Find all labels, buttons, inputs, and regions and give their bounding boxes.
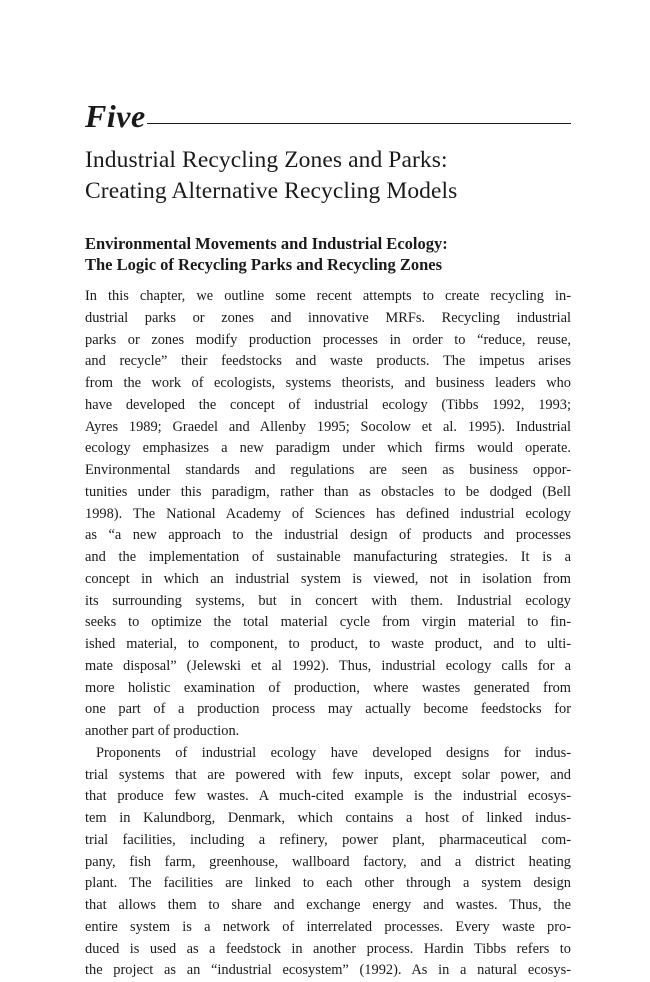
- text-line: 1998). The National Academy of Sciences has defined industrial ecology: [85, 505, 571, 522]
- section-heading-line: Environmental Movements and Industrial Ecology:: [85, 234, 448, 253]
- body-text: [85, 286, 571, 982]
- chapter-heading: [85, 98, 571, 138]
- text-line: seeks to optimize the total material cycle from virgin material to fin-: [85, 614, 571, 631]
- text-line: that produce few wastes. A much-cited example is the industrial ecosys-: [85, 788, 571, 805]
- text-line: Environmental standards and regulations are seen as business oppor-: [85, 462, 571, 478]
- chapter-title-line: Industrial Recycling Zones and Parks:: [85, 147, 448, 173]
- chapter-title: [85, 145, 571, 207]
- text-line: that allows them to share and exchange energy and wastes. Thus, the: [85, 897, 571, 913]
- text-line: have developed the concept of industrial ecology (Tibbs 1992, 1993;: [85, 396, 571, 413]
- text-line: its surrounding systems, but in concert with them. Industrial ecology: [85, 592, 571, 609]
- text-line: dustrial parks or zones and innovative MRFs. Recycling industrial: [85, 309, 571, 326]
- chapter-rule-line: [147, 123, 571, 124]
- chapter-number: Five: [85, 98, 146, 134]
- text-line: duced is used as a feedstock in another process. Hardin Tibbs refers to: [85, 940, 571, 957]
- text-line: tunities under this paradigm, rather than as obstacles to be dodged (Bell: [85, 483, 571, 500]
- text-line: entire system is a network of interrelated processes. Every waste pro-: [85, 918, 571, 935]
- text-line: trial systems that are powered with few inputs, except solar power, and: [85, 766, 571, 783]
- text-line: ecology emphasizes a new paradigm under which firms would operate.: [85, 440, 571, 457]
- text-line: concept in which an industrial system is viewed, not in isolation from: [85, 570, 571, 587]
- text-line: In this chapter, we outline some recent attempts to create recycling in-: [85, 288, 571, 304]
- text-line: as “a new approach to the industrial design of products and processes: [85, 527, 571, 544]
- text-line: tem in Kalundborg, Denmark, which contains a host of linked indus-: [85, 810, 571, 826]
- book-page: [85, 0, 571, 979]
- section-heading: [85, 233, 571, 275]
- text-line: parks or zones modify production processes in order to “reduce, reuse,: [85, 331, 571, 348]
- text-line: pany, fish farm, greenhouse, wallboard factory, and a district heating: [85, 853, 571, 870]
- section-heading-line: The Logic of Recycling Parks and Recycling Zones: [85, 255, 443, 274]
- text-line: one part of a production process may actually become feedstocks for: [85, 701, 571, 718]
- text-line: trial facilities, including a refinery, power plant, pharmaceutical com-: [85, 831, 571, 848]
- paragraph-1: [85, 286, 571, 743]
- text-line: mate disposal” (Jelewski et al 1992). Thus, industrial ecology calls for a: [85, 657, 571, 674]
- text-line: the project as an “industrial ecosystem” (1992). As in a natural ecosys-: [85, 962, 571, 979]
- text-line: ished material, to component, to product, to waste product, and to ulti-: [85, 636, 571, 652]
- text-line: from the work of ecologists, systems theorists, and business leaders who: [85, 375, 571, 391]
- text-line: Proponents of industrial ecology have developed designs for indus-: [96, 744, 571, 761]
- text-line: another part of production.: [85, 723, 240, 739]
- text-line: and recycle” their feedstocks and waste products. The impetus arises: [85, 353, 571, 370]
- text-line: more holistic examination of production, where wastes generated from: [85, 679, 571, 696]
- text-line: Ayres 1989; Graedel and Allenby 1995; Socolow et al. 1995). Industrial: [85, 418, 571, 435]
- text-line: and the implementation of sustainable manufacturing strategies. It is a: [85, 549, 571, 565]
- text-line: plant. The facilities are linked to each other through a system design: [85, 875, 571, 892]
- paragraph-2: [85, 743, 571, 982]
- chapter-title-line: Creating Alternative Recycling Models: [85, 178, 458, 204]
